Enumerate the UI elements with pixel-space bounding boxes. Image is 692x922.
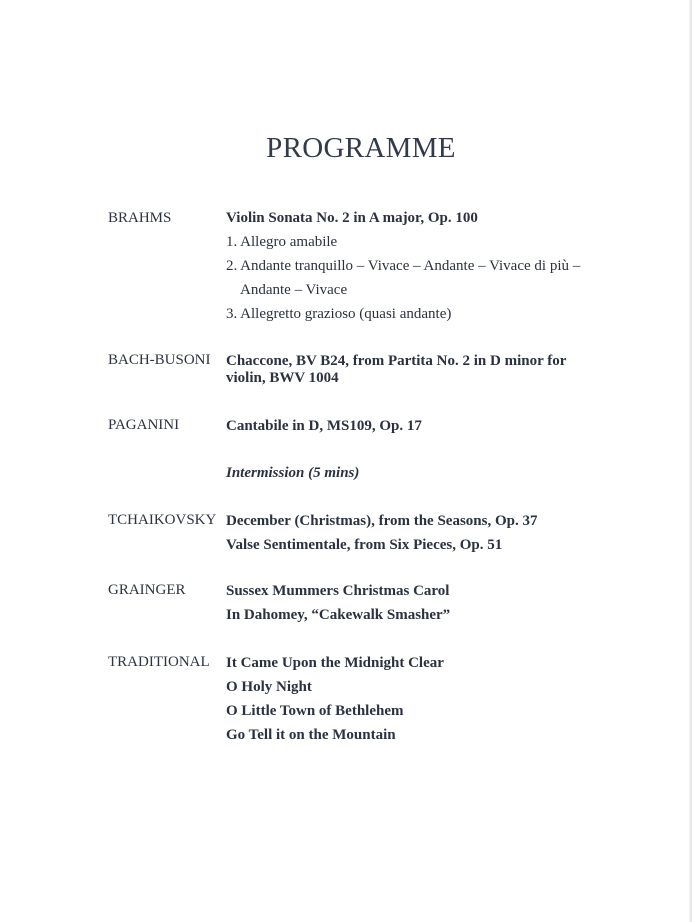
work-valse-sentimentale: Valse Sentimentale, from Six Pieces, Op. 51 bbox=[226, 537, 503, 553]
page-title: PROGRAMME bbox=[266, 132, 456, 164]
work-sussex-mummers: Sussex Mummers Christmas Carol bbox=[226, 583, 450, 599]
composer-bach-busoni: BACH-BUSONI bbox=[108, 352, 211, 368]
intermission: Intermission (5 mins) bbox=[226, 465, 360, 481]
work-in-dahomey: In Dahomey, “Cakewalk Smasher” bbox=[226, 607, 451, 623]
work-go-tell-it: Go Tell it on the Mountain bbox=[226, 727, 396, 743]
movement-2: 2. Andante tranquillo – Vivace – Andante – Vivace di più – bbox=[226, 258, 581, 274]
work-little-town: O Little Town of Bethlehem bbox=[226, 703, 404, 719]
composer-traditional: TRADITIONAL bbox=[108, 654, 210, 670]
movement-2-continued: Andante – Vivace bbox=[240, 282, 348, 298]
composer-paganini: PAGANINI bbox=[108, 417, 180, 433]
work-midnight-clear: It Came Upon the Midnight Clear bbox=[226, 655, 444, 671]
composer-tchaikovsky: TCHAIKOVSKY bbox=[108, 512, 217, 528]
composer-brahms: BRAHMS bbox=[108, 210, 172, 226]
work-december: December (Christmas), from the Seasons, Op. 37 bbox=[226, 513, 538, 529]
composer-grainger: GRAINGER bbox=[108, 582, 186, 598]
work-chaccone: Chaccone, BV B24, from Partita No. 2 in D minor for violin, BWV 1004 bbox=[226, 353, 567, 386]
movement-3: 3. Allegretto grazioso (quasi andante) bbox=[226, 306, 452, 322]
work-brahms-sonata: Violin Sonata No. 2 in A major, Op. 100 bbox=[226, 210, 478, 226]
work-o-holy-night: O Holy Night bbox=[226, 679, 312, 695]
work-cantabile: Cantabile in D, MS109, Op. 17 bbox=[226, 418, 422, 434]
movement-1: 1. Allegro amabile bbox=[226, 234, 338, 250]
